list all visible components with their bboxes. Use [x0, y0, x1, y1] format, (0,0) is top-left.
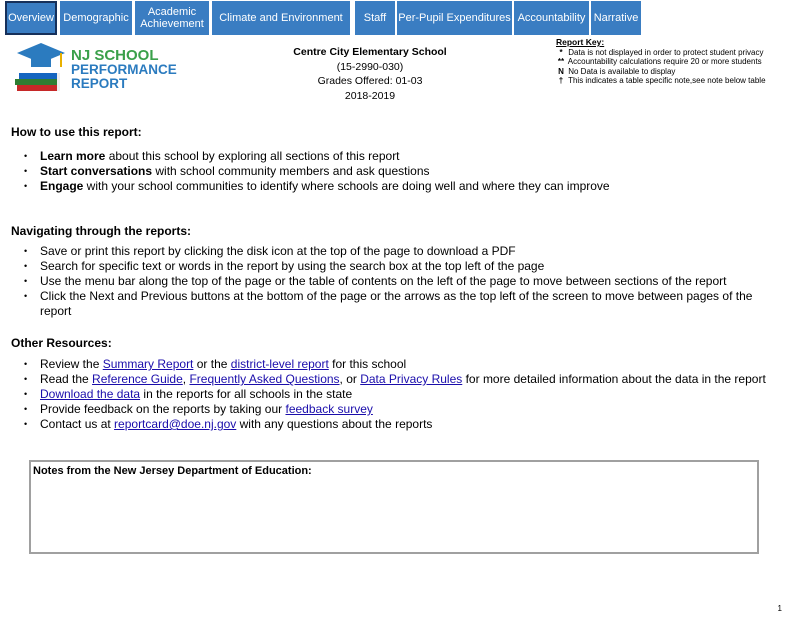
tab-academic-achievement[interactable]: Academic Achievement [135, 1, 209, 35]
download-data-link[interactable]: Download the data [40, 387, 141, 401]
notes-title: Notes from the New Jersey Department of Education: [33, 465, 312, 477]
school-info [260, 45, 480, 103]
list-item: • Review the Summary Report or the district-level report for this school [24, 357, 784, 372]
list-item: • Contact us at reportcard@doe.nj.gov with any questions about the reports [24, 417, 784, 432]
list-item: • Start conversations with school community members and ask questions [24, 164, 784, 179]
tab-staff[interactable]: Staff [355, 1, 395, 35]
faq-link[interactable]: Frequently Asked Questions [189, 372, 340, 386]
school-code: (15-2990-030) [336, 60, 404, 73]
tab-accountability[interactable]: Accountability [514, 1, 589, 35]
tab-narrative[interactable]: Narrative [591, 1, 641, 35]
notes-box [29, 460, 759, 554]
navigating-heading: Navigating through the reports: [11, 224, 191, 238]
report-key [556, 38, 796, 86]
list-item: • Engage with your school communities to identify where schools are doing well and where they can improve [24, 179, 784, 194]
list-item: • Learn more about this school by exploring all sections of this report [24, 149, 784, 164]
school-year: 2018-2019 [344, 89, 396, 102]
logo-line-3: REPORT [71, 76, 128, 91]
grades-offered: Grades Offered: 01-03 [317, 75, 423, 87]
data-privacy-rules-link[interactable]: Data Privacy Rules [360, 372, 463, 386]
school-name: Centre City Elementary School [293, 46, 447, 58]
report-key-item: * Data is not displayed in order to protect student privacy [559, 47, 764, 57]
tab-climate-environment[interactable]: Climate and Environment [212, 1, 350, 35]
report-key-item: ** Accountability calculations require 20 or more students [557, 57, 762, 66]
resources-heading: Other Resources: [11, 336, 112, 350]
tab-overview[interactable]: Overview [5, 1, 57, 35]
reference-guide-link[interactable]: Reference Guide [92, 372, 183, 386]
feedback-survey-link[interactable]: feedback survey [285, 402, 373, 416]
list-item: • Provide feedback on the reports by taking our feedback survey [24, 402, 784, 417]
contact-email-link[interactable]: reportcard@doe.nj.gov [114, 417, 237, 431]
resources-list [24, 357, 784, 432]
tab-per-pupil-expenditures[interactable]: Per-Pupil Expenditures [397, 1, 512, 35]
list-item: • Search for specific text or words in the report by using the search box at the top left of the page [24, 259, 784, 274]
logo-line-2: PERFORMANCE [71, 62, 177, 77]
report-key-item: N No Data is available to display [558, 66, 676, 76]
how-to-list [24, 149, 784, 194]
navigating-list [24, 244, 784, 319]
nj-spr-logo [13, 41, 193, 101]
how-to-heading: How to use this report: [11, 125, 142, 139]
report-key-title: Report Key: [556, 37, 605, 47]
list-item: • Download the data in the reports for all schools in the state [24, 387, 784, 402]
list-item: • Read the Reference Guide, Frequently Asked Questions, or Data Privacy Rules for more detailed information about the data in the report [24, 372, 784, 387]
logo-line-1: NJ SCHOOL [71, 47, 159, 64]
list-item: • Use the menu bar along the top of the page or the table of contents on the left of the page to move between sections of the report [24, 274, 784, 289]
report-key-item: † This indicates a table specific note,see note below table [558, 76, 766, 85]
summary-report-link[interactable]: Summary Report [102, 357, 194, 371]
list-item: • Click the Next and Previous buttons at the bottom of the page or the arrows as the top left of the screen to move between pages of the report [24, 289, 784, 319]
district-report-link[interactable]: district-level report [230, 357, 329, 371]
tab-demographic[interactable]: Demographic [60, 1, 132, 35]
list-item: • Save or print this report by clicking the disk icon at the top of the page to download a PDF [24, 244, 784, 259]
page-number: 1 [777, 604, 782, 613]
